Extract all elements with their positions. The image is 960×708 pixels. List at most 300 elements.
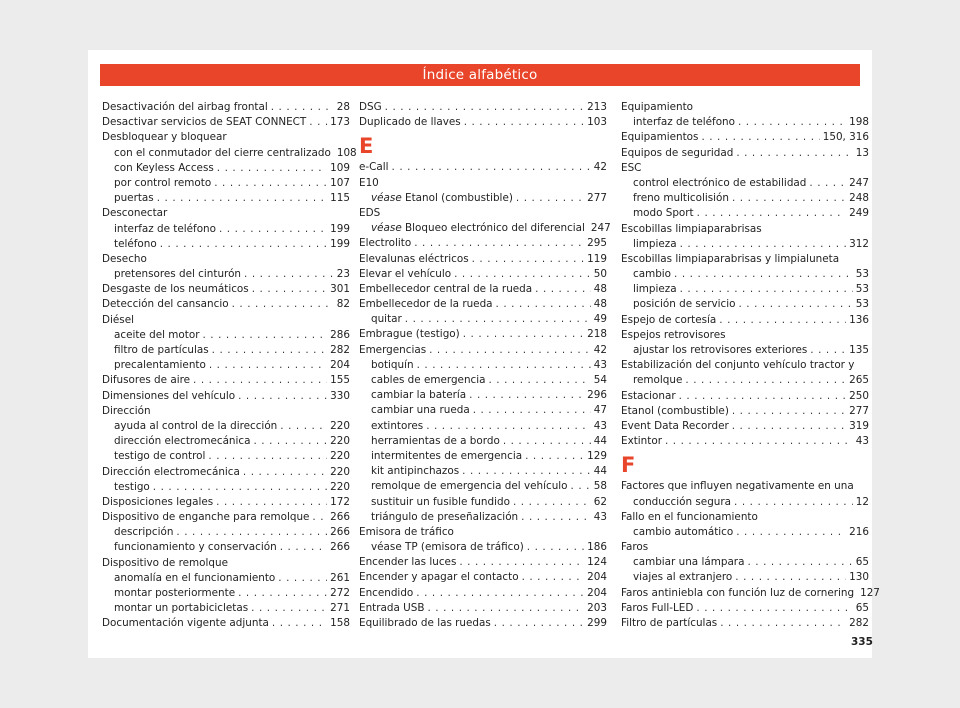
index-entry	[102, 510, 350, 525]
entry-term: Electrolito	[359, 237, 412, 250]
dot-leader	[212, 343, 327, 358]
entry-term: Faros	[621, 541, 649, 554]
entry-term: Desconectar	[102, 207, 168, 220]
page-reference: 58	[593, 480, 607, 493]
page-reference: 248	[849, 192, 869, 205]
page-reference: 247	[849, 176, 869, 189]
index-subentry	[621, 525, 869, 540]
index-subentry	[359, 358, 607, 373]
index-subentry	[359, 434, 607, 449]
index-subentry	[102, 449, 350, 464]
index-subentry	[102, 525, 350, 540]
dot-leader	[732, 191, 846, 206]
page-reference: 43	[855, 435, 869, 448]
index-entry	[621, 100, 869, 115]
dot-leader	[272, 616, 327, 631]
page-reference: 266	[330, 526, 350, 539]
entry-term: Dirección	[102, 404, 151, 417]
dot-leader	[392, 160, 591, 175]
entry-term: véase TP (emisora de tráfico)	[371, 541, 524, 554]
page-reference: 220	[330, 480, 350, 493]
dot-leader	[527, 540, 584, 555]
index-entry	[359, 525, 607, 540]
entry-term: Estabilización del conjunto vehículo tractor y	[621, 359, 855, 372]
dot-leader	[427, 601, 584, 616]
index-entry	[621, 479, 869, 494]
entry-term: testigo de control	[114, 450, 206, 463]
dot-leader	[469, 388, 584, 403]
index-subentry	[102, 237, 350, 252]
dot-leader	[680, 282, 853, 297]
dot-leader	[521, 510, 591, 525]
index-entry	[102, 313, 350, 328]
entry-term: Factores que influyen negativamente en una	[621, 480, 854, 493]
dot-leader	[525, 449, 584, 464]
entry-term: Dispositivo de enganche para remolque	[102, 511, 310, 524]
entry-term: montar un portabicicletas	[114, 602, 249, 615]
page-reference: 49	[593, 313, 607, 326]
dot-leader	[516, 191, 584, 206]
entry-term: cambiar una rueda	[371, 404, 470, 417]
index-entry	[359, 282, 607, 297]
entry-term: Elevar el vehículo	[359, 267, 452, 280]
entry-term: Desgaste de los neumáticos	[102, 283, 249, 296]
entry-term: Faros Full-LED	[621, 601, 694, 614]
index-subentry	[359, 510, 607, 525]
index-entry	[102, 465, 350, 480]
index-entry	[359, 586, 607, 601]
entry-term: testigo	[114, 480, 150, 493]
entry-term: cambio	[633, 268, 672, 281]
dot-leader	[736, 146, 852, 161]
index-entry	[621, 510, 869, 525]
index-column-2	[359, 100, 611, 631]
dot-leader	[219, 222, 327, 237]
page-reference: 42	[593, 343, 607, 356]
index-entry	[359, 176, 607, 191]
page-reference: 23	[336, 268, 350, 281]
entry-term: remolque de emergencia del vehículo	[371, 480, 568, 493]
page-reference: 296	[587, 389, 607, 402]
index-subentry	[359, 449, 607, 464]
page-reference: 319	[849, 419, 869, 432]
entry-term: Escobillas limpiaparabrisas y limpialuneta	[621, 252, 840, 265]
entry-term: Espejos retrovisores	[621, 328, 726, 341]
dot-leader	[417, 358, 591, 373]
dot-leader	[513, 495, 591, 510]
page-reference: 119	[587, 252, 607, 265]
index-entry	[102, 252, 350, 267]
index-entry	[621, 601, 869, 616]
entry-term: kit antipinchazos	[371, 465, 460, 478]
index-entry	[621, 434, 869, 449]
page-reference: 82	[336, 298, 350, 311]
dot-leader	[809, 176, 846, 191]
entry-term: Equipamientos	[621, 131, 699, 144]
entry-term: ESC	[621, 161, 642, 174]
dot-leader	[736, 525, 846, 540]
entry-term: Event Data Recorder	[621, 419, 729, 432]
index-subentry	[359, 312, 607, 327]
dot-leader	[216, 495, 327, 510]
dot-leader	[494, 616, 584, 631]
entry-term: intermitentes de emergencia	[371, 449, 523, 462]
page-reference: 158	[330, 617, 350, 630]
entry-term: triángulo de preseñalización	[371, 510, 519, 523]
page-reference: 47	[593, 404, 607, 417]
entry-term: Desactivar servicios de SEAT CONNECT	[102, 116, 307, 129]
index-subentry	[621, 191, 869, 206]
entry-term: Extintor	[621, 435, 662, 448]
entry-term	[371, 221, 585, 236]
entry-term: Encender las luces	[359, 556, 457, 569]
page-reference: 65	[855, 601, 869, 614]
dot-leader	[214, 176, 327, 191]
index-entry	[621, 222, 869, 237]
entry-term: Espejo de cortesía	[621, 313, 717, 326]
index-entry	[102, 495, 350, 510]
entry-term: ayuda al control de la dirección	[114, 419, 278, 432]
entry-term: conducción segura	[633, 495, 732, 508]
entry-term: cambiar la batería	[371, 389, 467, 402]
index-entry	[621, 313, 869, 328]
index-entry	[621, 586, 880, 601]
entry-term: Desactivación del airbag frontal	[102, 101, 268, 113]
entry-term: Difusores de aire	[102, 374, 191, 387]
page-reference: 199	[330, 237, 350, 250]
page-reference: 286	[330, 328, 350, 341]
dot-leader	[160, 237, 327, 252]
page-reference: 155	[330, 374, 350, 387]
entry-term: funcionamiento y conservación	[114, 541, 277, 554]
dot-leader	[253, 434, 327, 449]
index-subentry	[102, 480, 350, 495]
dot-leader	[571, 479, 591, 494]
entry-term: Equipos de seguridad	[621, 146, 734, 159]
index-entry	[102, 297, 350, 312]
entry-term: cables de emergencia	[371, 374, 486, 386]
dot-leader	[244, 267, 334, 282]
page-reference: 43	[593, 358, 607, 371]
index-subentry	[621, 555, 869, 570]
dot-leader	[462, 464, 591, 479]
page-reference: 43	[593, 510, 607, 523]
page-reference: 204	[587, 586, 607, 599]
index-entry	[359, 160, 607, 175]
page-reference: 43	[593, 419, 607, 432]
index-entry	[102, 100, 350, 115]
index-subentry	[102, 267, 350, 282]
index-subentry	[621, 495, 869, 510]
entry-term: Escobillas limpiaparabrisas	[621, 222, 762, 235]
dot-leader	[232, 297, 334, 312]
index-entry	[102, 373, 350, 388]
page-reference: 108	[336, 146, 357, 159]
dot-leader	[685, 373, 846, 388]
index-entry	[359, 236, 607, 251]
index-subentry	[621, 570, 869, 585]
page-reference: 53	[855, 298, 869, 311]
page-reference: 65	[855, 556, 869, 569]
page-reference: 136	[849, 313, 869, 326]
index-entry	[359, 327, 607, 342]
page-reference: 266	[330, 541, 350, 554]
page-reference: 220	[330, 435, 350, 448]
index-subentry	[102, 161, 350, 176]
index-subentry	[359, 419, 607, 434]
page-reference: 186	[587, 541, 607, 554]
page-reference: 109	[330, 161, 350, 174]
dot-leader	[522, 570, 585, 585]
entry-term-text: Etanol (combustible)	[401, 191, 513, 204]
index-entry	[359, 252, 607, 267]
index-subentry	[102, 540, 350, 555]
page-reference: 50	[593, 267, 607, 280]
entry-term: extintores	[371, 419, 424, 432]
entry-term: Dispositivo de remolque	[102, 556, 228, 569]
index-entry	[102, 130, 350, 145]
entry-term: pretensores del cinturón	[114, 268, 242, 281]
entry-term: Dimensiones del vehículo	[102, 389, 236, 402]
entry-term: descripción	[114, 526, 174, 539]
dot-leader	[459, 555, 584, 570]
index-subentry	[359, 495, 607, 510]
entry-term: interfaz de teléfono	[633, 116, 735, 129]
entry-term: Detección del cansancio	[102, 298, 229, 311]
index-subentry	[359, 540, 607, 555]
page-reference: 48	[593, 282, 607, 295]
entry-term: Etanol (combustible)	[621, 404, 729, 417]
index-subentry	[621, 297, 869, 312]
page-reference: 204	[587, 571, 607, 584]
index-subentry	[102, 191, 350, 206]
page-reference: 247	[590, 222, 611, 235]
page-reference: 13	[855, 146, 869, 159]
entry-term: E10	[359, 176, 379, 189]
index-subentry	[102, 419, 350, 434]
entry-term: con Keyless Access	[114, 161, 214, 174]
section-letter: E	[359, 134, 374, 159]
page-reference: 216	[849, 525, 869, 538]
dot-leader	[153, 480, 327, 495]
index-subentry	[102, 343, 350, 358]
index-subentry	[621, 176, 869, 191]
entry-term: viajes al extranjero	[633, 571, 733, 584]
entry-term: Emergencias	[359, 343, 427, 356]
page-reference: 271	[330, 602, 350, 615]
index-subentry	[102, 328, 350, 343]
entry-term: interfaz de teléfono	[114, 222, 216, 235]
page-reference: 301	[330, 283, 350, 296]
page-reference: 220	[330, 450, 350, 463]
index-entry	[102, 404, 350, 419]
dot-leader	[503, 434, 591, 449]
page-reference: 199	[330, 222, 350, 235]
page-reference: 272	[330, 587, 350, 599]
dot-leader	[243, 465, 327, 480]
page-reference: 130	[849, 571, 869, 584]
entry-term: Elevalunas eléctricos	[359, 252, 469, 265]
dot-leader	[463, 327, 584, 342]
index-subentry	[359, 373, 607, 388]
page-reference: 53	[855, 268, 869, 281]
dot-leader	[414, 236, 584, 251]
page-reference: 295	[587, 237, 607, 250]
index-subentry	[359, 403, 607, 418]
section-letter: F	[621, 453, 636, 478]
entry-term: Embellecedor central de la rueda	[359, 282, 533, 295]
dot-leader	[735, 570, 846, 585]
index-subentry	[102, 601, 350, 616]
page-reference: 107	[330, 176, 350, 189]
index-entry	[102, 282, 350, 297]
index-entry	[359, 616, 607, 631]
index-entry	[621, 540, 869, 555]
dot-leader	[719, 313, 846, 328]
page-reference: 44	[593, 465, 607, 478]
entry-term: Documentación vigente adjunta	[102, 617, 269, 630]
page-reference: 282	[330, 344, 350, 356]
dot-leader	[489, 373, 591, 388]
page-reference: 277	[849, 404, 869, 417]
page-reference: 124	[587, 556, 607, 569]
dot-leader	[665, 434, 853, 449]
dot-leader	[252, 282, 327, 297]
dot-leader	[472, 252, 585, 267]
entry-term: quitar	[371, 313, 402, 326]
dot-leader	[454, 267, 591, 282]
entry-term-text: Bloqueo electrónico del diferencial	[401, 222, 585, 235]
index-subentry	[621, 267, 869, 282]
index-subentry	[359, 479, 607, 494]
page-number: 335	[851, 636, 873, 648]
index-entry	[621, 146, 869, 161]
dot-leader	[473, 403, 591, 418]
page-reference: 198	[849, 116, 869, 129]
dot-leader	[696, 601, 852, 616]
index-subentry	[102, 222, 350, 237]
dot-leader	[238, 389, 327, 404]
index-entry	[621, 328, 869, 343]
entry-term: aceite del motor	[114, 328, 200, 341]
index-entry	[359, 343, 607, 358]
dot-leader	[674, 267, 853, 282]
page-reference: 42	[593, 161, 607, 174]
entry-term: Faros antiniebla con función luz de cornering	[621, 586, 855, 599]
entry-term: Equilibrado de las ruedas	[359, 617, 491, 629]
dot-leader	[238, 586, 327, 601]
page-reference: 62	[593, 495, 607, 508]
index-entry	[102, 556, 350, 571]
page-reference: 48	[593, 298, 607, 311]
entry-term: posición de servicio	[633, 298, 736, 311]
index-subentry	[621, 373, 869, 388]
dot-leader	[416, 586, 584, 601]
page-reference: 266	[330, 511, 350, 524]
entry-term: Emisora de tráfico	[359, 525, 454, 538]
page-reference: 330	[330, 389, 350, 402]
entry-term: limpieza	[633, 237, 677, 250]
page-reference: 54	[593, 374, 607, 386]
index-subentry	[359, 191, 607, 206]
index-subentry	[102, 434, 350, 449]
page-reference: 150, 316	[822, 131, 869, 144]
entry-term: montar posteriormente	[114, 587, 236, 599]
index-column-3	[621, 100, 880, 631]
entry-term: botiquín	[371, 358, 414, 371]
page-reference: 299	[587, 617, 607, 629]
page-reference: 129	[587, 449, 607, 462]
entry-term: con el conmutador del cierre centralizado	[114, 146, 331, 159]
dot-leader	[208, 449, 327, 464]
index-subentry	[102, 586, 350, 601]
index-subentry	[621, 282, 869, 297]
entry-term: filtro de partículas	[114, 344, 209, 356]
dot-leader	[679, 389, 847, 404]
index-entry	[621, 616, 869, 631]
entry-term: Desbloquear y bloquear	[102, 131, 227, 144]
index-subentry	[359, 221, 611, 236]
entry-term: Fallo en el funcionamiento	[621, 510, 758, 523]
dot-leader	[309, 115, 327, 130]
index-entry	[359, 100, 607, 115]
dot-leader	[747, 555, 852, 570]
page-reference: 135	[849, 344, 869, 356]
entry-term: teléfono	[114, 237, 157, 250]
index-entry	[359, 115, 607, 130]
entry-term: por control remoto	[114, 176, 212, 189]
page-reference: 220	[330, 419, 350, 432]
index-entry	[621, 404, 869, 419]
entry-term: Equipamiento	[621, 101, 694, 113]
dot-leader	[738, 115, 846, 130]
dot-leader	[732, 404, 846, 419]
dot-leader	[278, 571, 327, 586]
page-reference: 218	[587, 328, 607, 341]
page-reference: 261	[330, 571, 350, 584]
dot-leader	[312, 510, 327, 525]
entry-term: ajustar los retrovisores exteriores	[633, 344, 808, 356]
entry-term: EDS	[359, 206, 381, 219]
index-entry	[359, 601, 607, 616]
entry-term: modo Sport	[633, 207, 694, 220]
dot-leader	[280, 419, 327, 434]
see-reference: véase	[371, 191, 402, 204]
entry-term: sustituir un fusible fundido	[371, 495, 510, 508]
dot-leader	[385, 100, 585, 115]
dot-leader	[429, 343, 591, 358]
entry-term: precalentamiento	[114, 359, 206, 372]
dot-leader	[405, 312, 591, 327]
page-reference: 12	[855, 495, 869, 508]
dot-leader	[720, 616, 846, 631]
index-subentry	[621, 237, 869, 252]
index-entry	[621, 358, 869, 373]
page-reference: 249	[849, 207, 869, 220]
index-subentry	[102, 176, 350, 191]
dot-leader	[496, 297, 591, 312]
dot-leader	[464, 115, 584, 130]
index-entry	[102, 616, 350, 631]
entry-term: freno multicolisión	[633, 192, 729, 205]
dot-leader	[193, 373, 327, 388]
entry-term: herramientas de a bordo	[371, 434, 500, 447]
page-reference: 53	[855, 283, 869, 296]
page-reference: 173	[330, 116, 350, 129]
page-reference: 282	[849, 617, 869, 629]
entry-term: puertas	[114, 192, 154, 205]
page-reference: 265	[849, 374, 869, 387]
